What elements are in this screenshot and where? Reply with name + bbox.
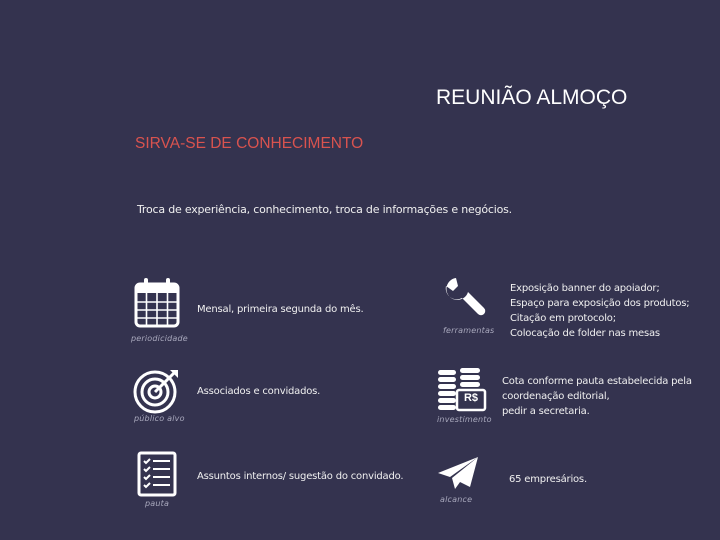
target-icon <box>132 366 182 416</box>
investimento-line: pedir a secretaria. <box>502 406 590 417</box>
wrench-icon <box>440 274 488 322</box>
alcance-text: 65 empresários. <box>509 474 587 485</box>
caption-periodicidade: periodicidade <box>131 334 188 343</box>
ferramentas-line: Espaço para exposição dos produtos; <box>510 298 690 309</box>
ferramentas-line: Citação em protocolo; <box>510 313 616 324</box>
ferramentas-line: Colocação de folder nas mesas <box>510 328 660 339</box>
ferramentas-text <box>510 281 689 341</box>
page-title: REUNIÃO ALMOÇO <box>436 86 628 109</box>
caption-ferramentas: ferramentas <box>443 326 495 335</box>
periodicidade-text: Mensal, primeira segunda do mês. <box>197 304 364 315</box>
investimento-line: coordenação editorial, <box>502 391 610 402</box>
money-stack-icon <box>436 366 488 414</box>
publico-alvo-text: Associados e convidados. <box>197 386 321 397</box>
caption-alcance: alcance <box>440 495 473 504</box>
caption-publico-alvo: público alvo <box>134 414 185 423</box>
currency-symbol: R$ <box>463 392 479 404</box>
caption-pauta: pauta <box>145 499 170 508</box>
calendar-icon <box>134 276 180 328</box>
ferramentas-line: Exposição banner do apoiador; <box>510 283 660 294</box>
checklist-icon <box>137 451 177 497</box>
subtitle: SIRVA-SE DE CONHECIMENTO <box>135 135 364 152</box>
investimento-line: Cota conforme pauta estabelecida pela <box>502 376 692 387</box>
intro-text: Troca de experiência, conhecimento, troca de informações e negócios. <box>137 203 512 216</box>
investimento-text <box>502 374 692 419</box>
pauta-text: Assuntos internos/ sugestão do convidado. <box>197 471 404 482</box>
paper-plane-icon <box>436 455 480 493</box>
caption-investimento: investimento <box>437 415 492 424</box>
